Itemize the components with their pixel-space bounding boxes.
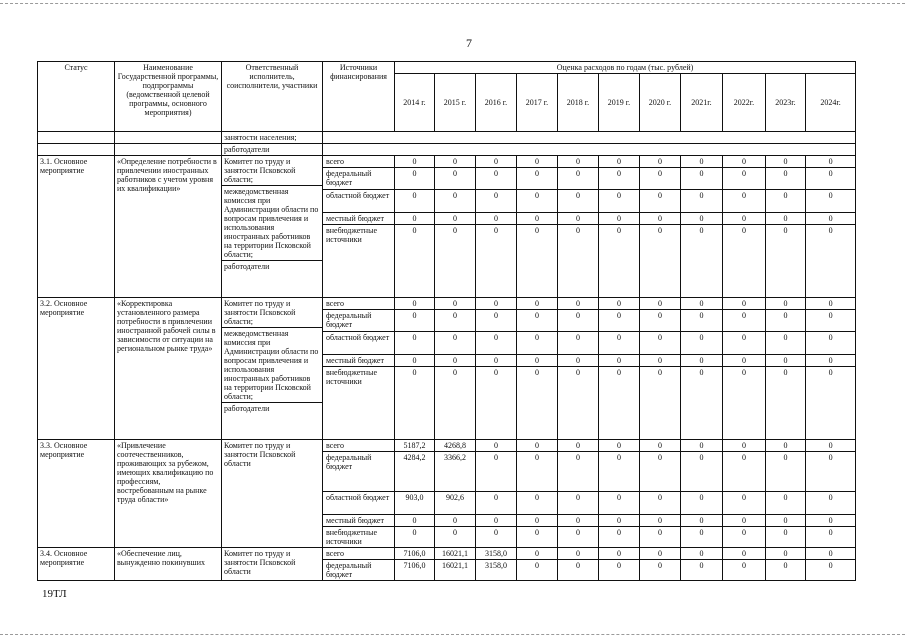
value-cell: 0 (640, 560, 681, 581)
executor-cell (222, 156, 323, 298)
value-cell: 0 (681, 440, 723, 452)
value-cell: 0 (599, 332, 640, 355)
value-cell: 0 (599, 225, 640, 298)
value-cell: 0 (806, 225, 856, 298)
value-cell: 0 (766, 560, 806, 581)
value-cell: 0 (766, 527, 806, 548)
value-cell: 0 (395, 515, 435, 527)
source-label: областной бюджет (323, 332, 395, 355)
value-cell: 0 (640, 190, 681, 213)
value-cell: 0 (558, 527, 599, 548)
value-cell: 0 (599, 213, 640, 225)
value-cell: 0 (599, 548, 640, 560)
value-cell: 0 (766, 355, 806, 367)
value-cell: 0 (476, 492, 517, 515)
source-label: федеральный бюджет (323, 452, 395, 492)
value-cell: 0 (640, 492, 681, 515)
source-label: внебюджетные источники (323, 527, 395, 548)
value-cell: 0 (766, 332, 806, 355)
value-cell: 3158,0 (476, 548, 517, 560)
value-cell: 0 (766, 213, 806, 225)
executor-cell: занятости населения; (222, 132, 323, 144)
value-cell: 0 (723, 310, 766, 332)
value-cell: 0 (766, 492, 806, 515)
empty-cell (558, 132, 599, 144)
value-cell: 0 (806, 298, 856, 310)
value-cell: 0 (558, 548, 599, 560)
header-year: 2018 г. (558, 74, 599, 132)
value-cell: 0 (558, 168, 599, 190)
table-row (38, 440, 856, 452)
value-cell: 0 (723, 168, 766, 190)
value-cell: 16021,1 (435, 548, 476, 560)
value-cell: 0 (723, 298, 766, 310)
value-cell: 0 (435, 515, 476, 527)
empty-cell (435, 132, 476, 144)
value-cell: 0 (681, 355, 723, 367)
empty-cell (517, 144, 558, 156)
executor-part: работодатели (222, 402, 322, 414)
value-cell: 0 (766, 548, 806, 560)
value-cell: 0 (558, 452, 599, 492)
value-cell: 0 (766, 168, 806, 190)
value-cell: 0 (806, 367, 856, 440)
value-cell: 0 (476, 452, 517, 492)
executor-part: Комитет по труду и занятости Псковской области (224, 441, 296, 468)
value-cell: 0 (476, 168, 517, 190)
value-cell: 0 (558, 440, 599, 452)
value-cell: 0 (806, 168, 856, 190)
value-cell: 0 (723, 225, 766, 298)
value-cell: 0 (806, 527, 856, 548)
value-cell: 0 (476, 332, 517, 355)
value-cell: 0 (681, 515, 723, 527)
value-cell: 0 (640, 548, 681, 560)
executor-part: межведомственная комиссия при Администрации области по вопросам привлечения и использования иностранных работников на территории Псковской области; (222, 327, 322, 402)
document-code: 19ТЛ (42, 588, 67, 600)
header-year: 2016 г. (476, 74, 517, 132)
value-cell: 0 (395, 367, 435, 440)
value-cell: 0 (681, 225, 723, 298)
source-label: федеральный бюджет (323, 168, 395, 190)
value-cell: 0 (599, 560, 640, 581)
source-label: всего (323, 548, 395, 560)
header-sources: Источники финансирования (323, 62, 395, 132)
empty-cell (476, 132, 517, 144)
empty-cell (323, 132, 395, 144)
empty-cell (723, 132, 766, 144)
empty-cell (723, 144, 766, 156)
value-cell: 0 (681, 310, 723, 332)
empty-cell (806, 144, 856, 156)
value-cell: 0 (599, 440, 640, 452)
empty-cell (599, 132, 640, 144)
value-cell: 7106,0 (395, 548, 435, 560)
value-cell: 0 (435, 156, 476, 168)
empty-cell (476, 144, 517, 156)
value-cell: 0 (435, 367, 476, 440)
value-cell: 0 (766, 367, 806, 440)
value-cell: 0 (681, 190, 723, 213)
source-label: всего (323, 156, 395, 168)
value-cell: 0 (517, 492, 558, 515)
status-cell: 3.3. Основное мероприятие (38, 440, 115, 548)
value-cell: 0 (766, 310, 806, 332)
scan-edge-top (0, 3, 905, 4)
source-label: всего (323, 440, 395, 452)
value-cell: 0 (517, 332, 558, 355)
source-label: внебюджетные источники (323, 225, 395, 298)
status-cell (38, 144, 115, 156)
executor-part: Комитет по труду и занятости Псковской области (224, 549, 296, 576)
value-cell: 0 (517, 310, 558, 332)
value-cell: 0 (476, 527, 517, 548)
status-cell (38, 132, 115, 144)
value-cell: 0 (558, 355, 599, 367)
status-cell: 3.2. Основное мероприятие (38, 298, 115, 440)
value-cell: 0 (723, 156, 766, 168)
header-year: 2021г. (681, 74, 723, 132)
value-cell: 0 (640, 225, 681, 298)
value-cell: 0 (517, 527, 558, 548)
value-cell: 0 (558, 367, 599, 440)
value-cell: 0 (806, 190, 856, 213)
executor-part: Комитет по труду и занятости Псковской области; (224, 157, 296, 184)
table-body (38, 132, 856, 581)
value-cell: 0 (476, 367, 517, 440)
empty-cell (558, 144, 599, 156)
source-label: всего (323, 298, 395, 310)
value-cell: 0 (640, 168, 681, 190)
executor-cell: работодатели (222, 144, 323, 156)
value-cell: 0 (681, 452, 723, 492)
value-cell: 0 (395, 190, 435, 213)
budget-table (37, 61, 856, 581)
executor-part: работодатели (222, 260, 322, 272)
table-row (38, 156, 856, 168)
value-cell: 0 (435, 225, 476, 298)
empty-cell (435, 144, 476, 156)
value-cell: 0 (599, 298, 640, 310)
header-year: 2017 г. (517, 74, 558, 132)
value-cell: 0 (806, 213, 856, 225)
header-year: 2020 г. (640, 74, 681, 132)
value-cell: 902,6 (435, 492, 476, 515)
value-cell: 0 (395, 168, 435, 190)
value-cell: 0 (517, 190, 558, 213)
value-cell: 0 (640, 156, 681, 168)
name-cell: «Определение потребности в привлечении иностранных работников с учетом уровня их квалификации» (115, 156, 222, 298)
value-cell: 0 (640, 515, 681, 527)
value-cell: 0 (681, 492, 723, 515)
empty-cell (640, 132, 681, 144)
header-year: 2024г. (806, 74, 856, 132)
value-cell: 0 (599, 515, 640, 527)
name-cell: «Обеспечение лиц, вынужденно покинувших (115, 548, 222, 581)
value-cell: 0 (435, 527, 476, 548)
source-label: федеральный бюджет (323, 560, 395, 581)
source-label: внебюджетные источники (323, 367, 395, 440)
empty-cell (806, 132, 856, 144)
value-cell: 5187,2 (395, 440, 435, 452)
value-cell: 0 (806, 492, 856, 515)
value-cell: 0 (435, 355, 476, 367)
value-cell: 0 (681, 213, 723, 225)
value-cell: 0 (599, 310, 640, 332)
source-label: местный бюджет (323, 213, 395, 225)
value-cell: 0 (558, 492, 599, 515)
value-cell: 0 (517, 560, 558, 581)
value-cell: 0 (435, 213, 476, 225)
empty-cell (517, 132, 558, 144)
value-cell: 0 (806, 310, 856, 332)
value-cell: 0 (395, 527, 435, 548)
header-year: 2015 г. (435, 74, 476, 132)
value-cell: 0 (640, 213, 681, 225)
value-cell: 4284,2 (395, 452, 435, 492)
value-cell: 0 (723, 492, 766, 515)
empty-cell (640, 144, 681, 156)
value-cell: 0 (476, 190, 517, 213)
value-cell: 0 (640, 298, 681, 310)
value-cell: 0 (558, 515, 599, 527)
value-cell: 0 (681, 168, 723, 190)
executor-cell (222, 298, 323, 440)
value-cell: 0 (640, 440, 681, 452)
value-cell: 0 (558, 332, 599, 355)
value-cell: 0 (395, 298, 435, 310)
value-cell: 0 (806, 548, 856, 560)
value-cell: 0 (766, 440, 806, 452)
value-cell: 0 (640, 452, 681, 492)
value-cell: 7106,0 (395, 560, 435, 581)
scan-edge-bottom (0, 634, 905, 635)
empty-cell (395, 132, 435, 144)
value-cell: 0 (681, 298, 723, 310)
value-cell: 0 (395, 310, 435, 332)
value-cell: 0 (723, 548, 766, 560)
name-cell: «Корректировка установленного размера потребности в привлечении иностранной рабочей силы в зависимости от ситуации на региональном рынке труда» (115, 298, 222, 440)
source-label: местный бюджет (323, 515, 395, 527)
value-cell: 0 (806, 560, 856, 581)
value-cell: 0 (517, 156, 558, 168)
header-year: 2014 г. (395, 74, 435, 132)
value-cell: 0 (806, 355, 856, 367)
value-cell: 0 (681, 156, 723, 168)
value-cell: 0 (723, 190, 766, 213)
value-cell: 0 (558, 190, 599, 213)
value-cell: 0 (766, 298, 806, 310)
value-cell: 903,0 (395, 492, 435, 515)
source-label: федеральный бюджет (323, 310, 395, 332)
carryover-row (38, 132, 856, 144)
value-cell: 0 (517, 440, 558, 452)
value-cell: 0 (723, 560, 766, 581)
value-cell: 0 (723, 332, 766, 355)
header-costs: Оценка расходов по годам (тыс. рублей) (395, 62, 856, 74)
value-cell: 0 (640, 332, 681, 355)
value-cell: 0 (558, 560, 599, 581)
value-cell: 0 (476, 298, 517, 310)
value-cell: 0 (723, 213, 766, 225)
value-cell: 0 (517, 168, 558, 190)
header-executor: Ответственный исполнитель, соисполнители, участники (222, 62, 323, 132)
empty-cell (681, 144, 723, 156)
value-cell: 0 (723, 527, 766, 548)
value-cell: 0 (723, 440, 766, 452)
value-cell: 0 (681, 548, 723, 560)
header-year: 2019 г. (599, 74, 640, 132)
value-cell: 0 (476, 310, 517, 332)
value-cell: 0 (640, 310, 681, 332)
source-label: местный бюджет (323, 355, 395, 367)
value-cell: 0 (599, 492, 640, 515)
value-cell: 0 (806, 452, 856, 492)
value-cell: 0 (599, 452, 640, 492)
page-number: 7 (466, 36, 472, 50)
value-cell: 0 (558, 310, 599, 332)
value-cell: 0 (640, 527, 681, 548)
empty-cell (599, 144, 640, 156)
name-cell: «Привлечение соотечественников, проживающих за рубежом, имеющих квалификацию по профессиям, востребованным на рынке труда области» (115, 440, 222, 548)
value-cell: 0 (476, 156, 517, 168)
value-cell: 3158,0 (476, 560, 517, 581)
value-cell: 0 (599, 367, 640, 440)
value-cell: 0 (723, 452, 766, 492)
status-cell: 3.1. Основное мероприятие (38, 156, 115, 298)
value-cell: 0 (681, 527, 723, 548)
value-cell: 16021,1 (435, 560, 476, 581)
value-cell: 0 (806, 156, 856, 168)
value-cell: 0 (435, 190, 476, 213)
value-cell: 0 (517, 452, 558, 492)
header-name: Наименование Государственной программы, подпрограммы (ведомственной целевой программы, основного мероприятия) (115, 62, 222, 132)
value-cell: 0 (517, 515, 558, 527)
value-cell: 0 (435, 298, 476, 310)
value-cell: 0 (517, 548, 558, 560)
value-cell: 0 (723, 515, 766, 527)
value-cell: 0 (476, 225, 517, 298)
value-cell: 0 (558, 213, 599, 225)
value-cell: 0 (766, 156, 806, 168)
value-cell: 0 (599, 156, 640, 168)
table-row (38, 548, 856, 560)
value-cell: 0 (517, 298, 558, 310)
value-cell: 0 (723, 355, 766, 367)
header-status: Статус (38, 62, 115, 132)
value-cell: 4268,8 (435, 440, 476, 452)
value-cell: 0 (806, 515, 856, 527)
name-cell (115, 132, 222, 144)
value-cell: 0 (766, 452, 806, 492)
value-cell: 0 (435, 332, 476, 355)
value-cell: 0 (435, 168, 476, 190)
value-cell: 0 (395, 332, 435, 355)
empty-cell (766, 144, 806, 156)
executor-part: Комитет по труду и занятости Псковской области; (224, 299, 296, 326)
header-year: 2023г. (766, 74, 806, 132)
value-cell: 3366,2 (435, 452, 476, 492)
value-cell: 0 (599, 190, 640, 213)
value-cell: 0 (395, 355, 435, 367)
value-cell: 0 (517, 355, 558, 367)
value-cell: 0 (517, 213, 558, 225)
name-cell (115, 144, 222, 156)
value-cell: 0 (395, 156, 435, 168)
value-cell: 0 (395, 213, 435, 225)
value-cell: 0 (599, 527, 640, 548)
value-cell: 0 (476, 515, 517, 527)
value-cell: 0 (476, 440, 517, 452)
value-cell: 0 (723, 367, 766, 440)
executor-cell (222, 548, 323, 581)
value-cell: 0 (517, 225, 558, 298)
empty-cell (395, 144, 435, 156)
value-cell: 0 (640, 367, 681, 440)
table-row (38, 298, 856, 310)
value-cell: 0 (681, 332, 723, 355)
value-cell: 0 (599, 355, 640, 367)
value-cell: 0 (558, 156, 599, 168)
status-cell: 3.4. Основное мероприятие (38, 548, 115, 581)
value-cell: 0 (766, 515, 806, 527)
value-cell: 0 (476, 355, 517, 367)
value-cell: 0 (681, 560, 723, 581)
value-cell: 0 (806, 332, 856, 355)
empty-cell (323, 144, 395, 156)
value-cell: 0 (435, 310, 476, 332)
value-cell: 0 (395, 225, 435, 298)
header-year: 2022г. (723, 74, 766, 132)
empty-cell (681, 132, 723, 144)
source-label: областной бюджет (323, 492, 395, 515)
empty-cell (766, 132, 806, 144)
executor-part: межведомственная комиссия при Администрации области по вопросам привлечения и использования иностранных работников на территории Псковской области; (222, 185, 322, 260)
value-cell: 0 (517, 367, 558, 440)
value-cell: 0 (599, 168, 640, 190)
value-cell: 0 (558, 225, 599, 298)
source-label: областной бюджет (323, 190, 395, 213)
value-cell: 0 (476, 213, 517, 225)
carryover-row (38, 144, 856, 156)
value-cell: 0 (766, 225, 806, 298)
value-cell: 0 (681, 367, 723, 440)
value-cell: 0 (806, 440, 856, 452)
executor-cell (222, 440, 323, 548)
value-cell: 0 (558, 298, 599, 310)
value-cell: 0 (766, 190, 806, 213)
value-cell: 0 (640, 355, 681, 367)
